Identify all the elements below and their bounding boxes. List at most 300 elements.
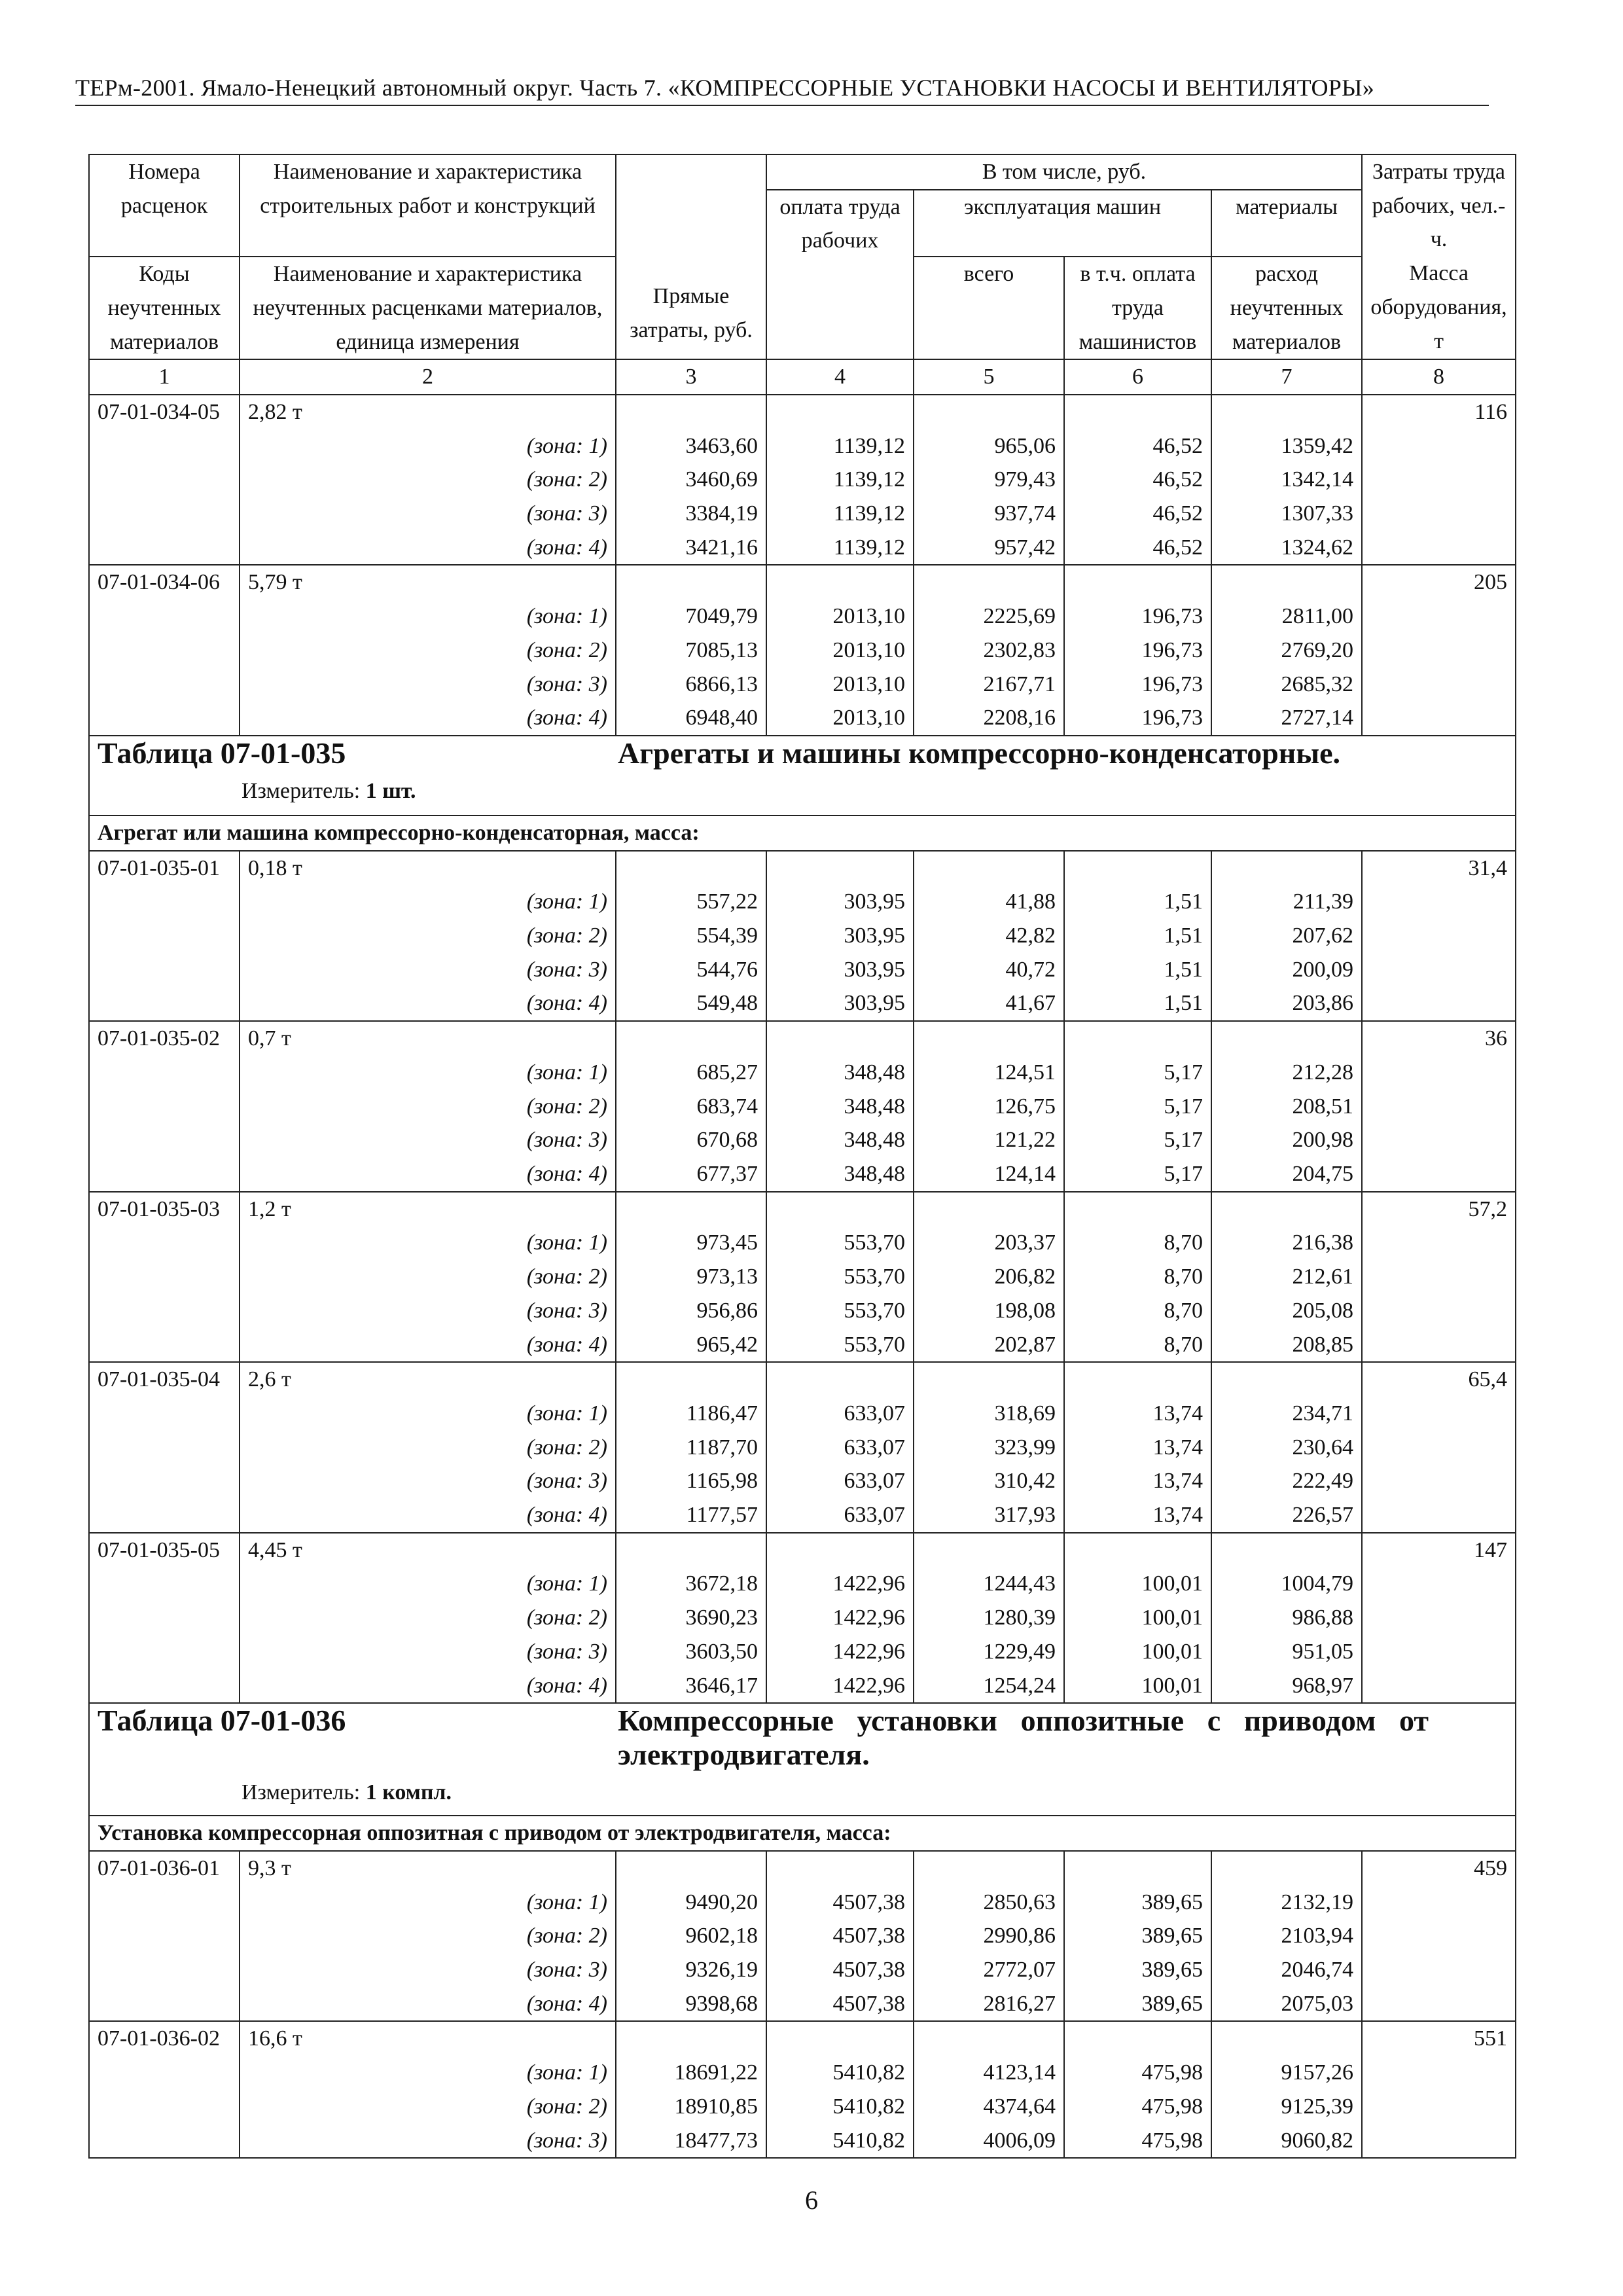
direct-costs: 3646,17: [616, 1669, 766, 1704]
labor-pay: 1139,12: [766, 531, 914, 565]
materials: 2769,20: [1211, 634, 1362, 668]
materials: 2046,74: [1211, 1953, 1362, 1987]
materials: 9125,39: [1211, 2090, 1362, 2124]
zone-label: (зона: 2): [240, 634, 616, 668]
materials: 2685,32: [1211, 668, 1362, 702]
zone-label: (зона: 4): [240, 986, 616, 1021]
direct-costs: 1177,57: [616, 1498, 766, 1533]
empty-cell: [89, 1123, 240, 1157]
labor-pay: 303,95: [766, 986, 914, 1021]
empty-cell: [89, 600, 240, 634]
machine-total: 4374,64: [914, 2090, 1064, 2124]
empty-cell: [1362, 1669, 1516, 1704]
empty-cell: [1064, 565, 1211, 600]
direct-costs: 9602,18: [616, 1919, 766, 1953]
zone-row: [89, 531, 1516, 565]
header-equipment-mass: Масса оборудования, т: [1362, 257, 1516, 359]
labor-cost: 31,4: [1362, 851, 1516, 886]
direct-costs: 3690,23: [616, 1601, 766, 1635]
empty-cell: [914, 1021, 1064, 1056]
machinist-pay: 196,73: [1064, 668, 1211, 702]
empty-cell: [89, 1260, 240, 1294]
header-unaccounted-materials: расход неучтенных материалов: [1211, 257, 1362, 359]
materials: 2132,19: [1211, 1886, 1362, 1920]
labor-pay: 1139,12: [766, 497, 914, 531]
empty-cell: [89, 531, 240, 565]
zone-row: [89, 1294, 1516, 1328]
mass-value: 9,3 т: [240, 1851, 616, 1886]
measure-label: Измеритель:: [241, 1780, 361, 1805]
empty-cell: [1211, 565, 1362, 600]
empty-cell: [1362, 986, 1516, 1021]
header-in-that-number: В том числе, руб.: [766, 154, 1362, 190]
materials: 230,64: [1211, 1431, 1362, 1465]
zone-row: [89, 463, 1516, 497]
machine-total: 318,69: [914, 1397, 1064, 1431]
mass-value: 1,2 т: [240, 1192, 616, 1227]
machine-total: 42,82: [914, 919, 1064, 953]
empty-cell: [89, 1987, 240, 2022]
zone-label: (зона: 1): [240, 600, 616, 634]
empty-cell: [616, 851, 766, 886]
labor-pay: 2013,10: [766, 701, 914, 736]
empty-cell: [766, 1021, 914, 1056]
zone-label: (зона: 4): [240, 701, 616, 736]
zone-label: (зона: 1): [240, 1056, 616, 1090]
zone-label: (зона: 3): [240, 668, 616, 702]
machine-total: 198,08: [914, 1294, 1064, 1328]
direct-costs: 557,22: [616, 885, 766, 919]
empty-cell: [89, 429, 240, 463]
empty-cell: [914, 2021, 1064, 2056]
zone-label: (зона: 1): [240, 1397, 616, 1431]
zone-row: [89, 1987, 1516, 2022]
empty-cell: [616, 1021, 766, 1056]
machine-total: 126,75: [914, 1090, 1064, 1124]
labor-pay: 348,48: [766, 1090, 914, 1124]
empty-cell: [914, 395, 1064, 429]
rate-row: [89, 851, 1516, 886]
labor-cost: 65,4: [1362, 1362, 1516, 1397]
empty-cell: [1362, 668, 1516, 702]
direct-costs: 7085,13: [616, 634, 766, 668]
machinist-pay: 100,01: [1064, 1669, 1211, 1704]
materials: 211,39: [1211, 885, 1362, 919]
zone-label: (зона: 4): [240, 531, 616, 565]
rates-table: [88, 154, 1516, 2159]
rate-code: 07-01-034-06: [89, 565, 240, 600]
materials: 200,98: [1211, 1123, 1362, 1157]
machinist-pay: 8,70: [1064, 1328, 1211, 1363]
direct-costs: 6948,40: [616, 701, 766, 736]
machine-total: 40,72: [914, 953, 1064, 987]
labor-pay: 633,07: [766, 1397, 914, 1431]
column-number: 8: [1362, 359, 1516, 395]
zone-row: [89, 668, 1516, 702]
machinist-pay: 1,51: [1064, 953, 1211, 987]
zone-row: [89, 1260, 1516, 1294]
empty-cell: [1064, 1533, 1211, 1568]
header-work-name: Наименование и характеристика строительных работ и конструкций: [240, 154, 616, 257]
empty-cell: [1362, 497, 1516, 531]
machinist-pay: 389,65: [1064, 1886, 1211, 1920]
empty-cell: [1362, 463, 1516, 497]
zone-row: [89, 2090, 1516, 2124]
zone-label: (зона: 3): [240, 1464, 616, 1498]
empty-cell: [1362, 1328, 1516, 1363]
section-07-01-036: [89, 1703, 1516, 1851]
column-number: 2: [240, 359, 616, 395]
empty-cell: [1211, 1192, 1362, 1227]
zone-row: [89, 1953, 1516, 1987]
rate-row: [89, 1533, 1516, 1568]
machinist-pay: 100,01: [1064, 1567, 1211, 1601]
empty-cell: [89, 1498, 240, 1533]
empty-cell: [89, 2090, 240, 2124]
materials: 1004,79: [1211, 1567, 1362, 1601]
direct-costs: 9490,20: [616, 1886, 766, 1920]
direct-costs: 18477,73: [616, 2124, 766, 2159]
zone-row: [89, 1328, 1516, 1363]
empty-cell: [1362, 1397, 1516, 1431]
zone-row: [89, 1464, 1516, 1498]
labor-pay: 2013,10: [766, 634, 914, 668]
machine-total: 203,37: [914, 1226, 1064, 1260]
empty-cell: [89, 668, 240, 702]
machine-total: 124,51: [914, 1056, 1064, 1090]
machinist-pay: 13,74: [1064, 1397, 1211, 1431]
labor-pay: 633,07: [766, 1464, 914, 1498]
empty-cell: [1362, 634, 1516, 668]
machine-total: 1280,39: [914, 1601, 1064, 1635]
machinist-pay: 5,17: [1064, 1090, 1211, 1124]
materials: 1359,42: [1211, 429, 1362, 463]
rate-row: [89, 1362, 1516, 1397]
machinist-pay: 389,65: [1064, 1987, 1211, 2022]
empty-cell: [1211, 1362, 1362, 1397]
machine-total: 41,67: [914, 986, 1064, 1021]
measure-unit: [241, 1778, 1507, 1807]
table-number: Таблица 07-01-036: [98, 1704, 346, 1738]
machinist-pay: 196,73: [1064, 600, 1211, 634]
rate-row: [89, 395, 1516, 429]
rate-row: [89, 1851, 1516, 1886]
labor-pay: 2013,10: [766, 668, 914, 702]
zone-row: [89, 1669, 1516, 1704]
empty-cell: [89, 1886, 240, 1920]
measure-unit: [241, 777, 1507, 806]
labor-pay: 5410,82: [766, 2090, 914, 2124]
materials: 200,09: [1211, 953, 1362, 987]
empty-cell: [1362, 1157, 1516, 1192]
machine-total: 979,43: [914, 463, 1064, 497]
labor-pay: 4507,38: [766, 1886, 914, 1920]
empty-cell: [914, 1362, 1064, 1397]
direct-costs: 544,76: [616, 953, 766, 987]
direct-costs: 18691,22: [616, 2056, 766, 2090]
machinist-pay: 196,73: [1064, 634, 1211, 668]
empty-cell: [1362, 1635, 1516, 1669]
machinist-pay: 46,52: [1064, 531, 1211, 565]
header-rate-numbers: Номера расценок: [89, 154, 240, 257]
empty-cell: [89, 1056, 240, 1090]
machine-total: 2302,83: [914, 634, 1064, 668]
header-total: всего: [914, 257, 1064, 359]
header-labor-costs: Затраты труда рабочих, чел.-ч.: [1362, 154, 1516, 257]
empty-cell: [766, 1192, 914, 1227]
machinist-pay: 13,74: [1064, 1431, 1211, 1465]
zone-row: [89, 701, 1516, 736]
page-number: 6: [805, 2185, 818, 2215]
empty-cell: [89, 1464, 240, 1498]
materials: 2727,14: [1211, 701, 1362, 736]
section-07-01-035: [89, 736, 1516, 851]
empty-cell: [1211, 395, 1362, 429]
empty-cell: [1362, 2056, 1516, 2090]
empty-cell: [89, 1328, 240, 1363]
machinist-pay: 475,98: [1064, 2090, 1211, 2124]
zone-label: (зона: 3): [240, 953, 616, 987]
labor-pay: 633,07: [766, 1431, 914, 1465]
machinist-pay: 46,52: [1064, 429, 1211, 463]
empty-cell: [1362, 429, 1516, 463]
zone-label: (зона: 1): [240, 2056, 616, 2090]
labor-pay: 1139,12: [766, 429, 914, 463]
empty-cell: [89, 1397, 240, 1431]
empty-cell: [1362, 2124, 1516, 2159]
direct-costs: 973,45: [616, 1226, 766, 1260]
labor-cost: 57,2: [1362, 1192, 1516, 1227]
direct-costs: 9326,19: [616, 1953, 766, 1987]
labor-cost: 147: [1362, 1533, 1516, 1568]
labor-pay: 633,07: [766, 1498, 914, 1533]
empty-cell: [766, 1533, 914, 1568]
column-number: 3: [616, 359, 766, 395]
machinist-pay: 5,17: [1064, 1157, 1211, 1192]
materials: 1342,14: [1211, 463, 1362, 497]
direct-costs: 685,27: [616, 1056, 766, 1090]
empty-cell: [1362, 1226, 1516, 1260]
materials: 216,38: [1211, 1226, 1362, 1260]
labor-pay: 4507,38: [766, 1987, 914, 2022]
empty-cell: [1211, 1533, 1362, 1568]
empty-cell: [1064, 851, 1211, 886]
empty-cell: [766, 1362, 914, 1397]
empty-cell: [1211, 2021, 1362, 2056]
materials: 2075,03: [1211, 1987, 1362, 2022]
machinist-pay: 46,52: [1064, 497, 1211, 531]
table-header: [89, 154, 1516, 395]
materials: 2103,94: [1211, 1919, 1362, 1953]
table-title: Компрессорные установки оппозитные с приводом от электродвигателя.: [618, 1704, 1429, 1772]
machine-total: 965,06: [914, 429, 1064, 463]
zone-label: (зона: 3): [240, 1123, 616, 1157]
column-number: 4: [766, 359, 914, 395]
machine-total: 937,74: [914, 497, 1064, 531]
machine-total: 1244,43: [914, 1567, 1064, 1601]
machinist-pay: 8,70: [1064, 1294, 1211, 1328]
empty-cell: [1362, 2090, 1516, 2124]
zone-row: [89, 1123, 1516, 1157]
labor-pay: 1139,12: [766, 463, 914, 497]
direct-costs: 683,74: [616, 1090, 766, 1124]
zone-label: (зона: 1): [240, 1567, 616, 1601]
header-material-name: Наименование и характеристика неучтенных расценками материалов, единица измерения: [240, 257, 616, 359]
machine-total: 202,87: [914, 1328, 1064, 1363]
rows-table-07-01-034: [89, 395, 1516, 736]
direct-costs: 1186,47: [616, 1397, 766, 1431]
materials: 1324,62: [1211, 531, 1362, 565]
empty-cell: [1362, 1431, 1516, 1465]
zone-row: [89, 1090, 1516, 1124]
column-number: 6: [1064, 359, 1211, 395]
zone-row: [89, 1567, 1516, 1601]
column-number: 5: [914, 359, 1064, 395]
direct-costs: 973,13: [616, 1260, 766, 1294]
empty-cell: [1211, 1021, 1362, 1056]
labor-cost: 205: [1362, 565, 1516, 600]
materials: 203,86: [1211, 986, 1362, 1021]
machine-total: 2816,27: [914, 1987, 1064, 2022]
empty-cell: [1362, 953, 1516, 987]
empty-cell: [1362, 1464, 1516, 1498]
zone-label: (зона: 2): [240, 1090, 616, 1124]
machine-total: 2225,69: [914, 600, 1064, 634]
machinist-pay: 100,01: [1064, 1635, 1211, 1669]
machinist-pay: 13,74: [1064, 1498, 1211, 1533]
empty-cell: [1362, 1123, 1516, 1157]
rate-row: [89, 2021, 1516, 2056]
empty-cell: [1362, 1090, 1516, 1124]
machinist-pay: 1,51: [1064, 919, 1211, 953]
zone-row: [89, 1601, 1516, 1635]
zone-label: (зона: 2): [240, 1260, 616, 1294]
measure-value: 1 шт.: [365, 778, 416, 803]
materials: 9060,82: [1211, 2124, 1362, 2159]
labor-pay: 553,70: [766, 1294, 914, 1328]
zone-row: [89, 2056, 1516, 2090]
empty-cell: [914, 565, 1064, 600]
empty-cell: [914, 851, 1064, 886]
empty-cell: [766, 395, 914, 429]
empty-cell: [89, 1669, 240, 1704]
empty-cell: [89, 634, 240, 668]
empty-cell: [914, 1851, 1064, 1886]
machine-total: 41,88: [914, 885, 1064, 919]
materials: 212,28: [1211, 1056, 1362, 1090]
header-machine-operation: эксплуатация машин: [914, 190, 1211, 257]
labor-pay: 348,48: [766, 1123, 914, 1157]
empty-cell: [1064, 1021, 1211, 1056]
zone-row: [89, 2124, 1516, 2159]
labor-pay: 553,70: [766, 1226, 914, 1260]
machine-total: 1254,24: [914, 1669, 1064, 1704]
empty-cell: [616, 395, 766, 429]
mass-value: 4,45 т: [240, 1533, 616, 1568]
empty-cell: [89, 497, 240, 531]
machine-total: 4123,14: [914, 2056, 1064, 2090]
empty-cell: [1064, 1192, 1211, 1227]
header-labor-pay: оплата труда рабочих: [766, 190, 914, 360]
zone-row: [89, 634, 1516, 668]
zone-label: (зона: 2): [240, 919, 616, 953]
zone-label: (зона: 1): [240, 429, 616, 463]
header-machinist-pay: в т.ч. оплата труда машинистов: [1064, 257, 1211, 359]
labor-pay: 1422,96: [766, 1635, 914, 1669]
section-heading: [89, 1703, 1516, 1816]
empty-cell: [89, 1294, 240, 1328]
empty-cell: [1362, 885, 1516, 919]
materials: 222,49: [1211, 1464, 1362, 1498]
zone-label: (зона: 2): [240, 1601, 616, 1635]
subsection-heading: Агрегат или машина компрессорно-конденсаторная, масса:: [89, 816, 1516, 851]
rate-row: [89, 1192, 1516, 1227]
rate-row: [89, 565, 1516, 600]
empty-cell: [1362, 1987, 1516, 2022]
zone-row: [89, 986, 1516, 1021]
zone-row: [89, 1635, 1516, 1669]
direct-costs: 1187,70: [616, 1431, 766, 1465]
direct-costs: 3463,60: [616, 429, 766, 463]
materials: 9157,26: [1211, 2056, 1362, 2090]
direct-costs: 6866,13: [616, 668, 766, 702]
mass-value: 0,18 т: [240, 851, 616, 886]
subsection-heading: Установка компрессорная оппозитная с приводом от электродвигателя, масса:: [89, 1816, 1516, 1851]
labor-pay: 1422,96: [766, 1669, 914, 1704]
direct-costs: 3603,50: [616, 1635, 766, 1669]
zone-label: (зона: 1): [240, 885, 616, 919]
machine-total: 317,93: [914, 1498, 1064, 1533]
empty-cell: [1362, 919, 1516, 953]
labor-pay: 5410,82: [766, 2056, 914, 2090]
empty-cell: [1211, 1851, 1362, 1886]
empty-cell: [616, 565, 766, 600]
empty-cell: [616, 1192, 766, 1227]
empty-cell: [1362, 1260, 1516, 1294]
machine-total: 957,42: [914, 531, 1064, 565]
empty-cell: [89, 1635, 240, 1669]
empty-cell: [1064, 1851, 1211, 1886]
empty-cell: [89, 953, 240, 987]
empty-cell: [89, 919, 240, 953]
empty-cell: [1211, 851, 1362, 886]
column-numbers-row: [89, 359, 1516, 395]
machine-total: 4006,09: [914, 2124, 1064, 2159]
direct-costs: 1165,98: [616, 1464, 766, 1498]
machinist-pay: 389,65: [1064, 1953, 1211, 1987]
labor-pay: 5410,82: [766, 2124, 914, 2159]
zone-label: (зона: 2): [240, 1919, 616, 1953]
zone-label: (зона: 3): [240, 2124, 616, 2159]
zone-row: [89, 1226, 1516, 1260]
machinist-pay: 475,98: [1064, 2056, 1211, 2090]
materials: 226,57: [1211, 1498, 1362, 1533]
zone-row: [89, 1397, 1516, 1431]
mass-value: 5,79 т: [240, 565, 616, 600]
machine-total: 206,82: [914, 1260, 1064, 1294]
machine-total: 124,14: [914, 1157, 1064, 1192]
zone-label: (зона: 4): [240, 1498, 616, 1533]
direct-costs: 670,68: [616, 1123, 766, 1157]
empty-cell: [616, 1362, 766, 1397]
machine-total: 2167,71: [914, 668, 1064, 702]
rate-code: 07-01-035-05: [89, 1533, 240, 1568]
empty-cell: [89, 1226, 240, 1260]
direct-costs: 965,42: [616, 1328, 766, 1363]
labor-pay: 303,95: [766, 885, 914, 919]
machine-total: 2772,07: [914, 1953, 1064, 1987]
empty-cell: [89, 1567, 240, 1601]
